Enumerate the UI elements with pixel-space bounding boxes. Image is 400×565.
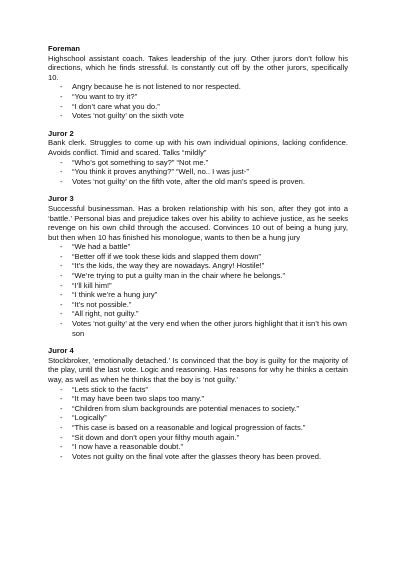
list-item: - Votes ‘not guilty’ on the fifth vote, after the old man’s speed is proven. — [60, 177, 348, 187]
section-description: Bank clerk. Struggles to come up with his own individual opinions, lacking confidence. Avoids conflict. Timid and scared. Talks “mildly” — [48, 138, 348, 157]
list-item: - “All right, not guilty.” — [60, 309, 348, 319]
quote-list — [48, 158, 348, 187]
list-item: - “We’re trying to put a guilty man in the chair where he belongs.” — [60, 271, 348, 281]
list-item: - “Children from slum backgrounds are potential menaces to society.” — [60, 404, 348, 414]
section-heading: Juror 2 — [48, 128, 74, 138]
list-item: - “Sit down and don’t open your filthy mouth again.” — [60, 433, 348, 443]
section-description: Successful businessman. Has a broken relationship with his son, after they got into a ‘battle.’ Personal bias and prejudice takes over his ability to achieve justice, as he seeks revenge on his own child through the accused. Convinces 10 out of being a hung jury, but then when 10 has finished his monologue, wants to then be a hung jury — [48, 203, 348, 242]
list-item: - “Better off if we took these kids and slapped them down” — [60, 252, 348, 262]
section-heading: Juror 3 — [48, 194, 74, 204]
list-item: - “You think it proves anything?” “Well, no.. I was just-” — [60, 167, 348, 177]
list-item: - Votes not guilty on the final vote after the glasses theory has been proved. — [60, 452, 348, 462]
list-item: - Angry because he is not listened to nor respected. — [60, 82, 348, 92]
quote-list — [48, 385, 348, 462]
section-juror-2 — [48, 129, 348, 187]
list-item: - “I now have a reasonable doubt.” — [60, 442, 348, 452]
list-item: - “You want to try it?” — [60, 92, 348, 102]
section-juror-4 — [48, 346, 348, 461]
section-juror-3 — [48, 194, 348, 338]
section-heading: Juror 4 — [48, 346, 74, 356]
section-description: Stockbroker, ‘emotionally detached.’ Is convinced that the boy is guilty for the majority of the play, until the last vote. Logic and reasoning. Has reasons for why he thinks a certain way, as well as when he thinks that the boy is ‘not guilty.’ — [48, 355, 348, 384]
list-item: - “Lets stick to the facts” — [60, 385, 348, 395]
section-foreman — [48, 44, 348, 121]
list-item: - “We had a battle” — [60, 242, 348, 252]
list-item: - “Who’s got something to say?” “Not me.” — [60, 158, 348, 168]
list-item: - Votes ‘not guilty’ on the sixth vote — [60, 111, 348, 121]
list-item: - “I don’t care what you do.” — [60, 102, 348, 112]
list-item: - “It’s not possible.” — [60, 300, 348, 310]
list-item: - “It’s the kids, the way they are nowadays. Angry! Hostile!” — [60, 261, 348, 271]
list-item: - “Logically” — [60, 413, 348, 423]
list-item: - “This case is based on a reasonable and logical progression of facts.” — [60, 423, 348, 433]
quote-list — [48, 82, 348, 120]
quote-list — [48, 242, 348, 338]
list-item: - “I’ll kill him!” — [60, 281, 348, 291]
section-heading: Foreman — [48, 44, 81, 53]
section-description: Highschool assistant coach. Takes leadership of the jury. Other jurors don’t follow his directions, which he finds stressful. Is constantly cut off by the other jurors, specifically 10. — [48, 53, 348, 82]
list-item: - “I think we’re a hung jury” — [60, 290, 348, 300]
list-item: - Votes ‘not guilty’ at the very end when the other jurors highlight that it isn’t his own son — [60, 319, 348, 338]
list-item: - “It may have been two slaps too many.” — [60, 394, 348, 404]
